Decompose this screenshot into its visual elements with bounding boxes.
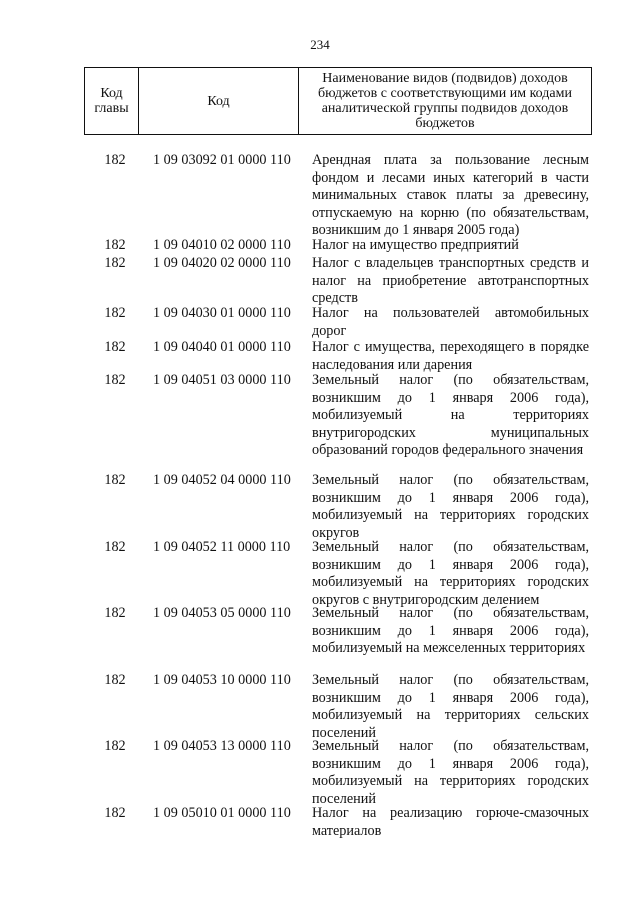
income-code: 1 09 04051 03 0000 110	[153, 372, 291, 388]
income-description: Земельный налог (по обязательствам, возникшим до 1 января 2006 года), мобилизуемый на территориях городских поселений	[312, 738, 589, 807]
chapter-code: 182	[104, 672, 126, 688]
chapter-code: 182	[104, 152, 126, 168]
income-description: Налог на пользователей автомобильных дорог	[312, 305, 589, 339]
header-code: Код	[139, 68, 299, 134]
income-description: Налог с имущества, переходящего в порядке наследования или дарения	[312, 339, 589, 373]
income-code: 1 09 05010 01 0000 110	[153, 805, 291, 821]
chapter-code: 182	[104, 372, 126, 388]
income-description: Земельный налог (по обязательствам, возникшим до 1 января 2006 года), мобилизуемый на территориях внутригородских муниципальных образований городов федерального значения	[312, 372, 589, 458]
income-description: Налог на реализацию горюче-смазочных материалов	[312, 805, 589, 839]
income-description: Земельный налог (по обязательствам, возникшим до 1 января 2006 года), мобилизуемый на территориях городских округов	[312, 472, 589, 541]
table-header	[84, 67, 592, 135]
income-code: 1 09 04020 02 0000 110	[153, 255, 291, 271]
income-code: 1 09 04053 13 0000 110	[153, 738, 291, 754]
header-chapter-code: Код главы	[85, 68, 139, 134]
chapter-code: 182	[104, 255, 126, 271]
chapter-code: 182	[104, 539, 126, 555]
chapter-code: 182	[104, 738, 126, 754]
income-description: Арендная плата за пользование лесным фондом и лесами иных категорий в части минимальных ставок платы за древесину, отпускаемую на корню (по обязательствам, возникшим до 1 января 2005 года)	[312, 152, 589, 238]
chapter-code: 182	[104, 305, 126, 321]
income-code: 1 09 04053 05 0000 110	[153, 605, 291, 621]
income-code: 1 09 04040 01 0000 110	[153, 339, 291, 355]
chapter-code: 182	[104, 237, 126, 253]
income-code: 1 09 04053 10 0000 110	[153, 672, 291, 688]
page-number: 234	[310, 37, 330, 52]
income-description: Земельный налог (по обязательствам, возникшим до 1 января 2006 года), мобилизуемый на территориях сельских поселений	[312, 672, 589, 741]
income-code: 1 09 04052 11 0000 110	[153, 539, 291, 555]
income-code: 1 09 04052 04 0000 110	[153, 472, 291, 488]
income-description: Земельный налог (по обязательствам, возникшим до 1 января 2006 года), мобилизуемый на территориях городских округов с внутригородским делением	[312, 539, 589, 608]
chapter-code: 182	[104, 472, 126, 488]
income-description: Земельный налог (по обязательствам, возникшим до 1 января 2006 года), мобилизуемый на межселенных территориях	[312, 605, 589, 656]
income-code: 1 09 04030 01 0000 110	[153, 305, 291, 321]
chapter-code: 182	[104, 805, 126, 821]
income-description: Налог с владельцев транспортных средств и налог на приобретение автотранспортных средств	[312, 255, 589, 306]
income-description: Налог на имущество предприятий	[312, 237, 519, 253]
chapter-code: 182	[104, 605, 126, 621]
income-code: 1 09 03092 01 0000 110	[153, 152, 291, 168]
header-name: Наименование видов (подвидов) доходов бюджетов с соответствующими им кодами аналитической группы подвидов доходов бюджетов	[318, 71, 572, 131]
income-code: 1 09 04010 02 0000 110	[153, 237, 291, 253]
chapter-code: 182	[104, 339, 126, 355]
